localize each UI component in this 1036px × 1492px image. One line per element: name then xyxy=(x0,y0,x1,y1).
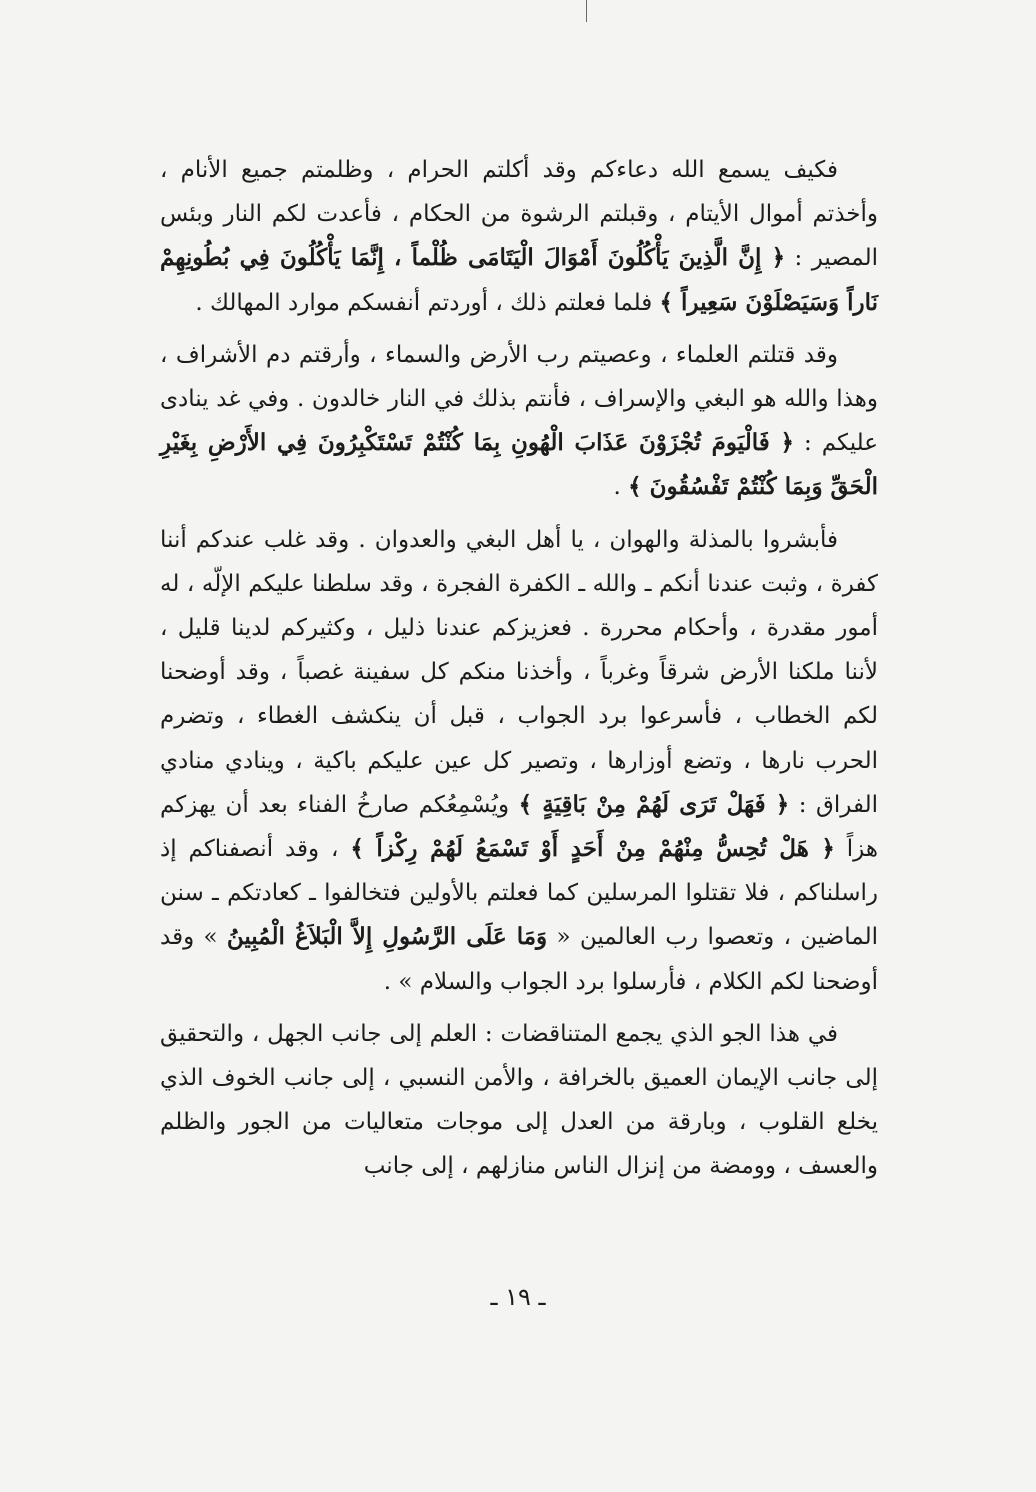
paragraph-2-run-3: . xyxy=(613,474,629,501)
paragraph-3-run-7: » وقد أوضحنا لكم الكلام ، فأرسلوا برد الجواب والسلام » . xyxy=(160,924,878,995)
paragraph-2-run-1: وقد قتلتم العلماء ، وعصيتم رب الأرض والسماء ، وأرقتم دم الأشراف ، وهذا والله هو البغي والإسراف ، فأنتم بذلك في النار خالدون . وفي غد ينادى عليكم : xyxy=(160,341,878,457)
quran-verse: ﴿ فَالْيَومَ تُجْزَوْنَ عَذَابَ الْهُونِ بِمَا كُنْتُمْ تَسْتَكْبِرُونَ فِي الأَرْضِ بِغَيْرِ الْحَقِّ وَبِمَا كُنْتُمْ تَفْسُقُونَ ﴾ xyxy=(160,429,878,501)
body-text xyxy=(160,148,878,1189)
paragraph-3 xyxy=(160,518,878,1004)
quran-verse: ﴿ هَلْ تُحِسُّ مِنْهُمْ مِنْ أَحَدٍ أَوْ تَسْمَعُ لَهُمْ رِكْزاً ﴾ xyxy=(350,835,835,863)
paragraph-4-run-1: في هذا الجو الذي يجمع المتناقضات : العلم إلى جانب الجهل ، والتحقيق إلى جانب الإيمان العميق بالخرافة ، والأمن النسبي ، إلى جانب الخوف الذي يخلع القلوب ، وبارقة من العدل إلى موجات متعاليات من الجور والظلم والعسف ، وومضة من إنزال الناس منازلهم ، إلى جانب xyxy=(160,1020,878,1180)
quran-verse: ﴿ إِنَّ الَّذِينَ يَأْكُلُونَ أَمْوَالَ الْيَتَامَى ظُلْماً ، إِنَّمَا يَأْكُلُونَ فِي بُطُونِهِمْ نَاراً وَسَيَصْلَوْنَ سَعِيراً ﴾ xyxy=(160,244,878,316)
top-margin-rule xyxy=(586,0,587,22)
paragraph-3-run-3: ويُسْمِعُكم صارخُ الفناء بعد أن يهزكم هزاً xyxy=(160,791,878,863)
paragraph-3-run-5: ، وقد أنصفناكم إذ راسلناكم ، فلا تقتلوا المرسلين كما فعلتم بالأولين فتخالفوا ـ كعادتكم ـ سنن الماضين ، وتعصوا رب العالمين « xyxy=(160,836,878,951)
quran-verse: وَمَا عَلَى الرَّسُولِ إِلاَّ الْبَلاَغُ الْمُبِينُ xyxy=(226,923,548,951)
paragraph-4 xyxy=(160,1012,878,1189)
paragraph-1-run-3: فلما فعلتم ذلك ، أوردتم أنفسكم موارد المهالك . xyxy=(195,289,660,316)
paragraph-1 xyxy=(160,148,878,325)
quran-verse: ﴿ فَهَلْ تَرَى لَهُمْ مِنْ بَاقِيَةٍ ﴾ xyxy=(518,790,790,818)
paragraph-1-run-1: فكيف يسمع الله دعاءكم وقد أكلتم الحرام ، وظلمتم جميع الأنام ، وأخذتم أموال الأيتام ، وقبلتم الرشوة من الحكام ، فأعدت لكم النار وبئس المصير : xyxy=(160,157,878,272)
paragraph-2 xyxy=(160,333,878,510)
paragraph-3-run-1: فأبشروا بالمذلة والهوان ، يا أهل البغي والعدوان . وقد غلب عندكم أننا كفرة ، وثبت عندنا أنكم ـ والله ـ الكفرة الفجرة ، وقد سلطنا عليكم الإلّه ، له أمور مقدرة ، وأحكام محررة . فعزيزكم عندنا ذليل ، وكثيركم لدينا قليل ، لأننا ملكنا الأرض شرقاً وغرباً ، وأخذنا منكم كل سفينة غصباً ، وقد أوضحنا لكم الخطاب ، فأسرعوا برد الجواب ، قبل أن ينكشف الغطاء ، وتضرم الحرب نارها ، وتضع أوزارها ، وتصير كل عين عليكم باكية ، وينادي منادي الفراق : xyxy=(160,526,878,818)
page-number: ـ ١٩ ـ xyxy=(490,1283,546,1311)
